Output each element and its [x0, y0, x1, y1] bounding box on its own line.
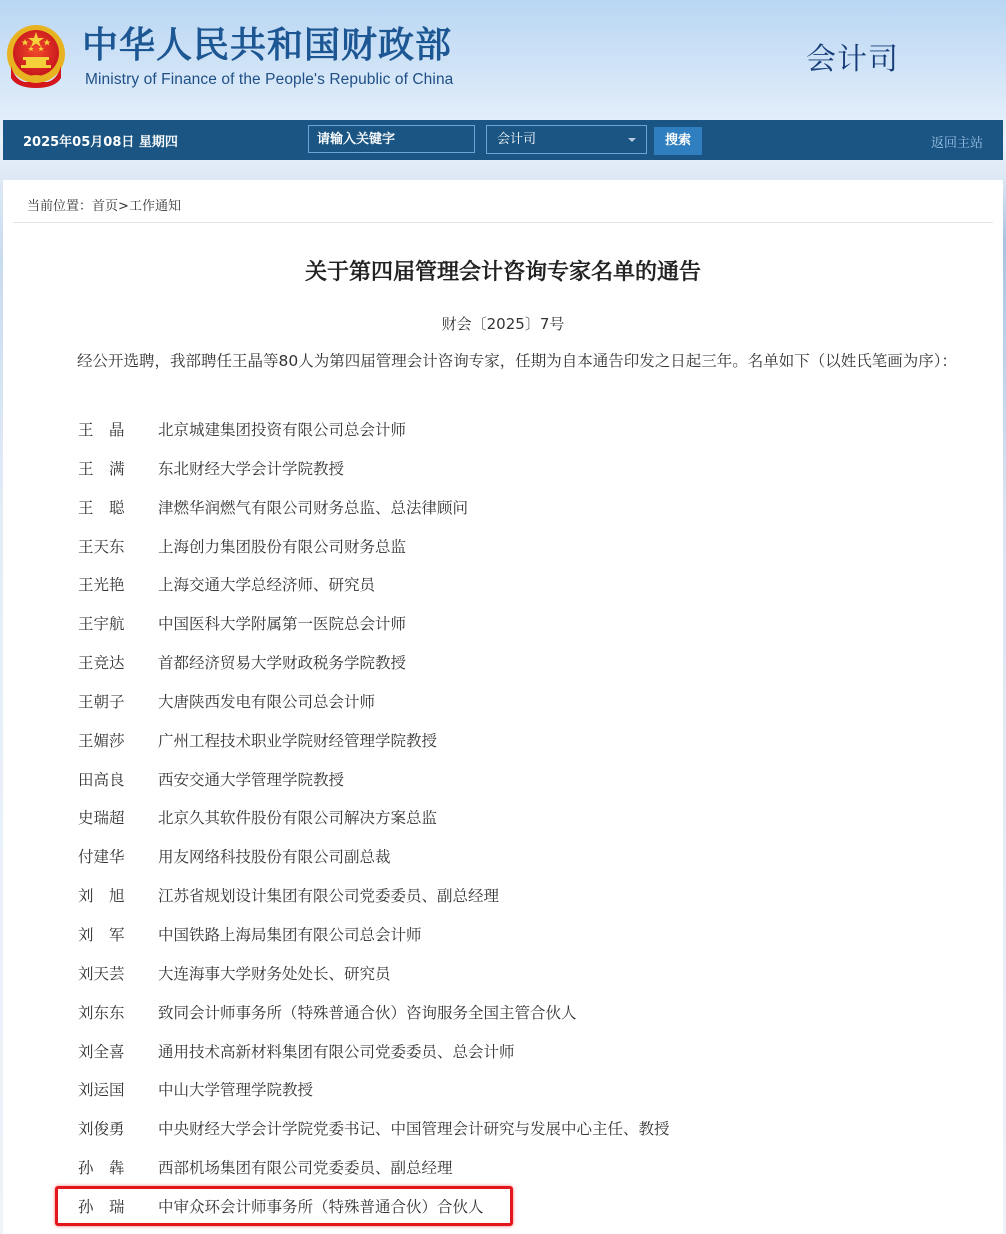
breadcrumb-home[interactable]: 首页 — [92, 199, 119, 214]
chevron-down-icon — [628, 138, 636, 142]
expert-name: 刘全喜 — [78, 1042, 125, 1061]
expert-title: 通用技术高新材料集团有限公司党委委员、总会计师 — [158, 1042, 515, 1061]
return-home-link[interactable]: 返回主站 — [930, 136, 983, 151]
list-item — [78, 805, 978, 844]
scope-select[interactable] — [486, 125, 647, 154]
expert-title: 用友网络科技股份有限公司副总裁 — [158, 848, 391, 867]
expert-name: 刘俊勇 — [78, 1120, 125, 1139]
expert-title: 广州工程技术职业学院财经管理学院教授 — [158, 731, 438, 750]
expert-name: 王天东 — [78, 537, 125, 556]
search-input[interactable] — [308, 125, 475, 153]
expert-name: 田高良 — [78, 770, 125, 789]
expert-title: 大唐陕西发电有限公司总会计师 — [158, 692, 376, 711]
expert-surname: 孙 — [78, 1197, 94, 1216]
expert-title: 西部机场集团有限公司党委委员、副总经理 — [158, 1159, 453, 1178]
list-item — [78, 728, 978, 767]
list-item — [78, 534, 978, 573]
expert-surname: 王 — [78, 421, 94, 439]
nav-bar — [3, 120, 1003, 160]
expert-title: 大连海事大学财务处处长、研究员 — [158, 964, 391, 983]
list-item — [78, 417, 978, 456]
site-header — [0, 0, 1006, 118]
expert-title: 北京城建集团投资有限公司总会计师 — [158, 421, 407, 439]
expert-name: 王竞达 — [78, 654, 125, 673]
expert-name: 刘运国 — [78, 1081, 125, 1100]
list-item — [78, 883, 978, 922]
scope-select-value: 会计司 — [497, 132, 537, 147]
expert-title: 首都经济贸易大学财政税务学院教授 — [158, 654, 407, 673]
expert-given-name: 犇 — [109, 1159, 125, 1178]
article-title: 关于第四届管理会计咨询专家名单的通告 — [304, 260, 701, 285]
expert-title: 北京久其软件股份有限公司解决方案总监 — [158, 809, 438, 828]
expert-title: 中山大学管理学院教授 — [158, 1081, 314, 1100]
expert-given-name: 瑞 — [109, 1197, 125, 1216]
expert-given-name: 军 — [109, 925, 125, 944]
list-item — [78, 961, 978, 1000]
expert-title: 中审众环会计师事务所（特殊普通合伙）合伙人 — [158, 1197, 484, 1216]
expert-title: 上海创力集团股份有限公司财务总监 — [158, 537, 407, 556]
list-item — [78, 1155, 978, 1194]
list-item — [78, 1116, 978, 1155]
department-name: 会计司 — [806, 42, 899, 77]
breadcrumb — [27, 195, 181, 214]
expert-surname: 刘 — [78, 925, 94, 944]
expert-surname: 王 — [78, 498, 94, 517]
list-item-highlighted — [78, 1194, 978, 1233]
expert-title: 上海交通大学总经济师、研究员 — [158, 576, 376, 595]
expert-name: 付建华 — [78, 848, 125, 867]
list-item — [78, 495, 978, 534]
expert-name: 王媚莎 — [78, 731, 125, 750]
expert-given-name: 满 — [109, 459, 125, 478]
divider — [13, 222, 993, 223]
expert-name: 王光艳 — [78, 576, 125, 595]
expert-title: 中国铁路上海局集团有限公司总会计师 — [158, 925, 422, 944]
expert-title: 江苏省规划设计集团有限公司党委委员、副总经理 — [158, 887, 500, 906]
site-title-english[interactable]: Ministry of Finance of the People's Republic of China — [85, 71, 454, 88]
expert-title: 东北财经大学会计学院教授 — [158, 459, 345, 478]
list-item — [78, 689, 978, 728]
list-item — [78, 1000, 978, 1039]
expert-title: 致同会计师事务所（特殊普通合伙）咨询服务全国主管合伙人 — [158, 1003, 577, 1022]
list-item — [78, 456, 978, 495]
expert-name: 刘天芸 — [78, 964, 125, 983]
content-panel — [3, 180, 1003, 1234]
expert-given-name: 聪 — [109, 498, 125, 517]
national-emblem-icon[interactable] — [5, 22, 67, 90]
current-date: 2025年05月08日 星期四 — [23, 135, 178, 150]
expert-surname: 王 — [78, 459, 94, 478]
expert-title: 西安交通大学管理学院教授 — [158, 770, 345, 789]
breadcrumb-prefix: 当前位置： — [27, 199, 93, 214]
expert-surname: 孙 — [78, 1159, 94, 1178]
expert-name: 史瑞超 — [78, 809, 125, 828]
breadcrumb-work-notices[interactable]: 工作通知 — [128, 199, 181, 214]
expert-list — [78, 417, 978, 1233]
list-item — [78, 1039, 978, 1078]
search-button[interactable]: 搜索 — [654, 127, 702, 155]
expert-title: 中央财经大学会计学院党委书记、中国管理会计研究与发展中心主任、教授 — [158, 1120, 670, 1139]
document-number: 财会〔2025〕7号 — [441, 315, 565, 333]
list-item — [78, 844, 978, 883]
expert-title: 津燃华润燃气有限公司财务总监、总法律顾问 — [158, 498, 469, 517]
list-item — [78, 572, 978, 611]
article-intro: 经公开选聘，我部聘任王晶等80人为第四届管理会计咨询专家，任期为自本通告印发之日起三年。名单如下（以姓氏笔画为序）： — [77, 352, 957, 370]
expert-given-name: 旭 — [109, 887, 125, 906]
expert-given-name: 晶 — [109, 421, 125, 439]
list-item — [78, 611, 978, 650]
expert-surname: 刘 — [78, 887, 94, 906]
list-item — [78, 767, 978, 806]
expert-title: 中国医科大学附属第一医院总会计师 — [158, 615, 407, 634]
expert-name: 王宇航 — [78, 615, 125, 634]
list-item — [78, 922, 978, 961]
expert-name: 王朝子 — [78, 692, 125, 711]
site-title[interactable]: 中华人民共和国财政部 — [82, 25, 453, 66]
list-item — [78, 650, 978, 689]
list-item — [78, 1077, 978, 1116]
breadcrumb-separator: > — [118, 199, 129, 214]
expert-name: 刘东东 — [78, 1003, 125, 1022]
